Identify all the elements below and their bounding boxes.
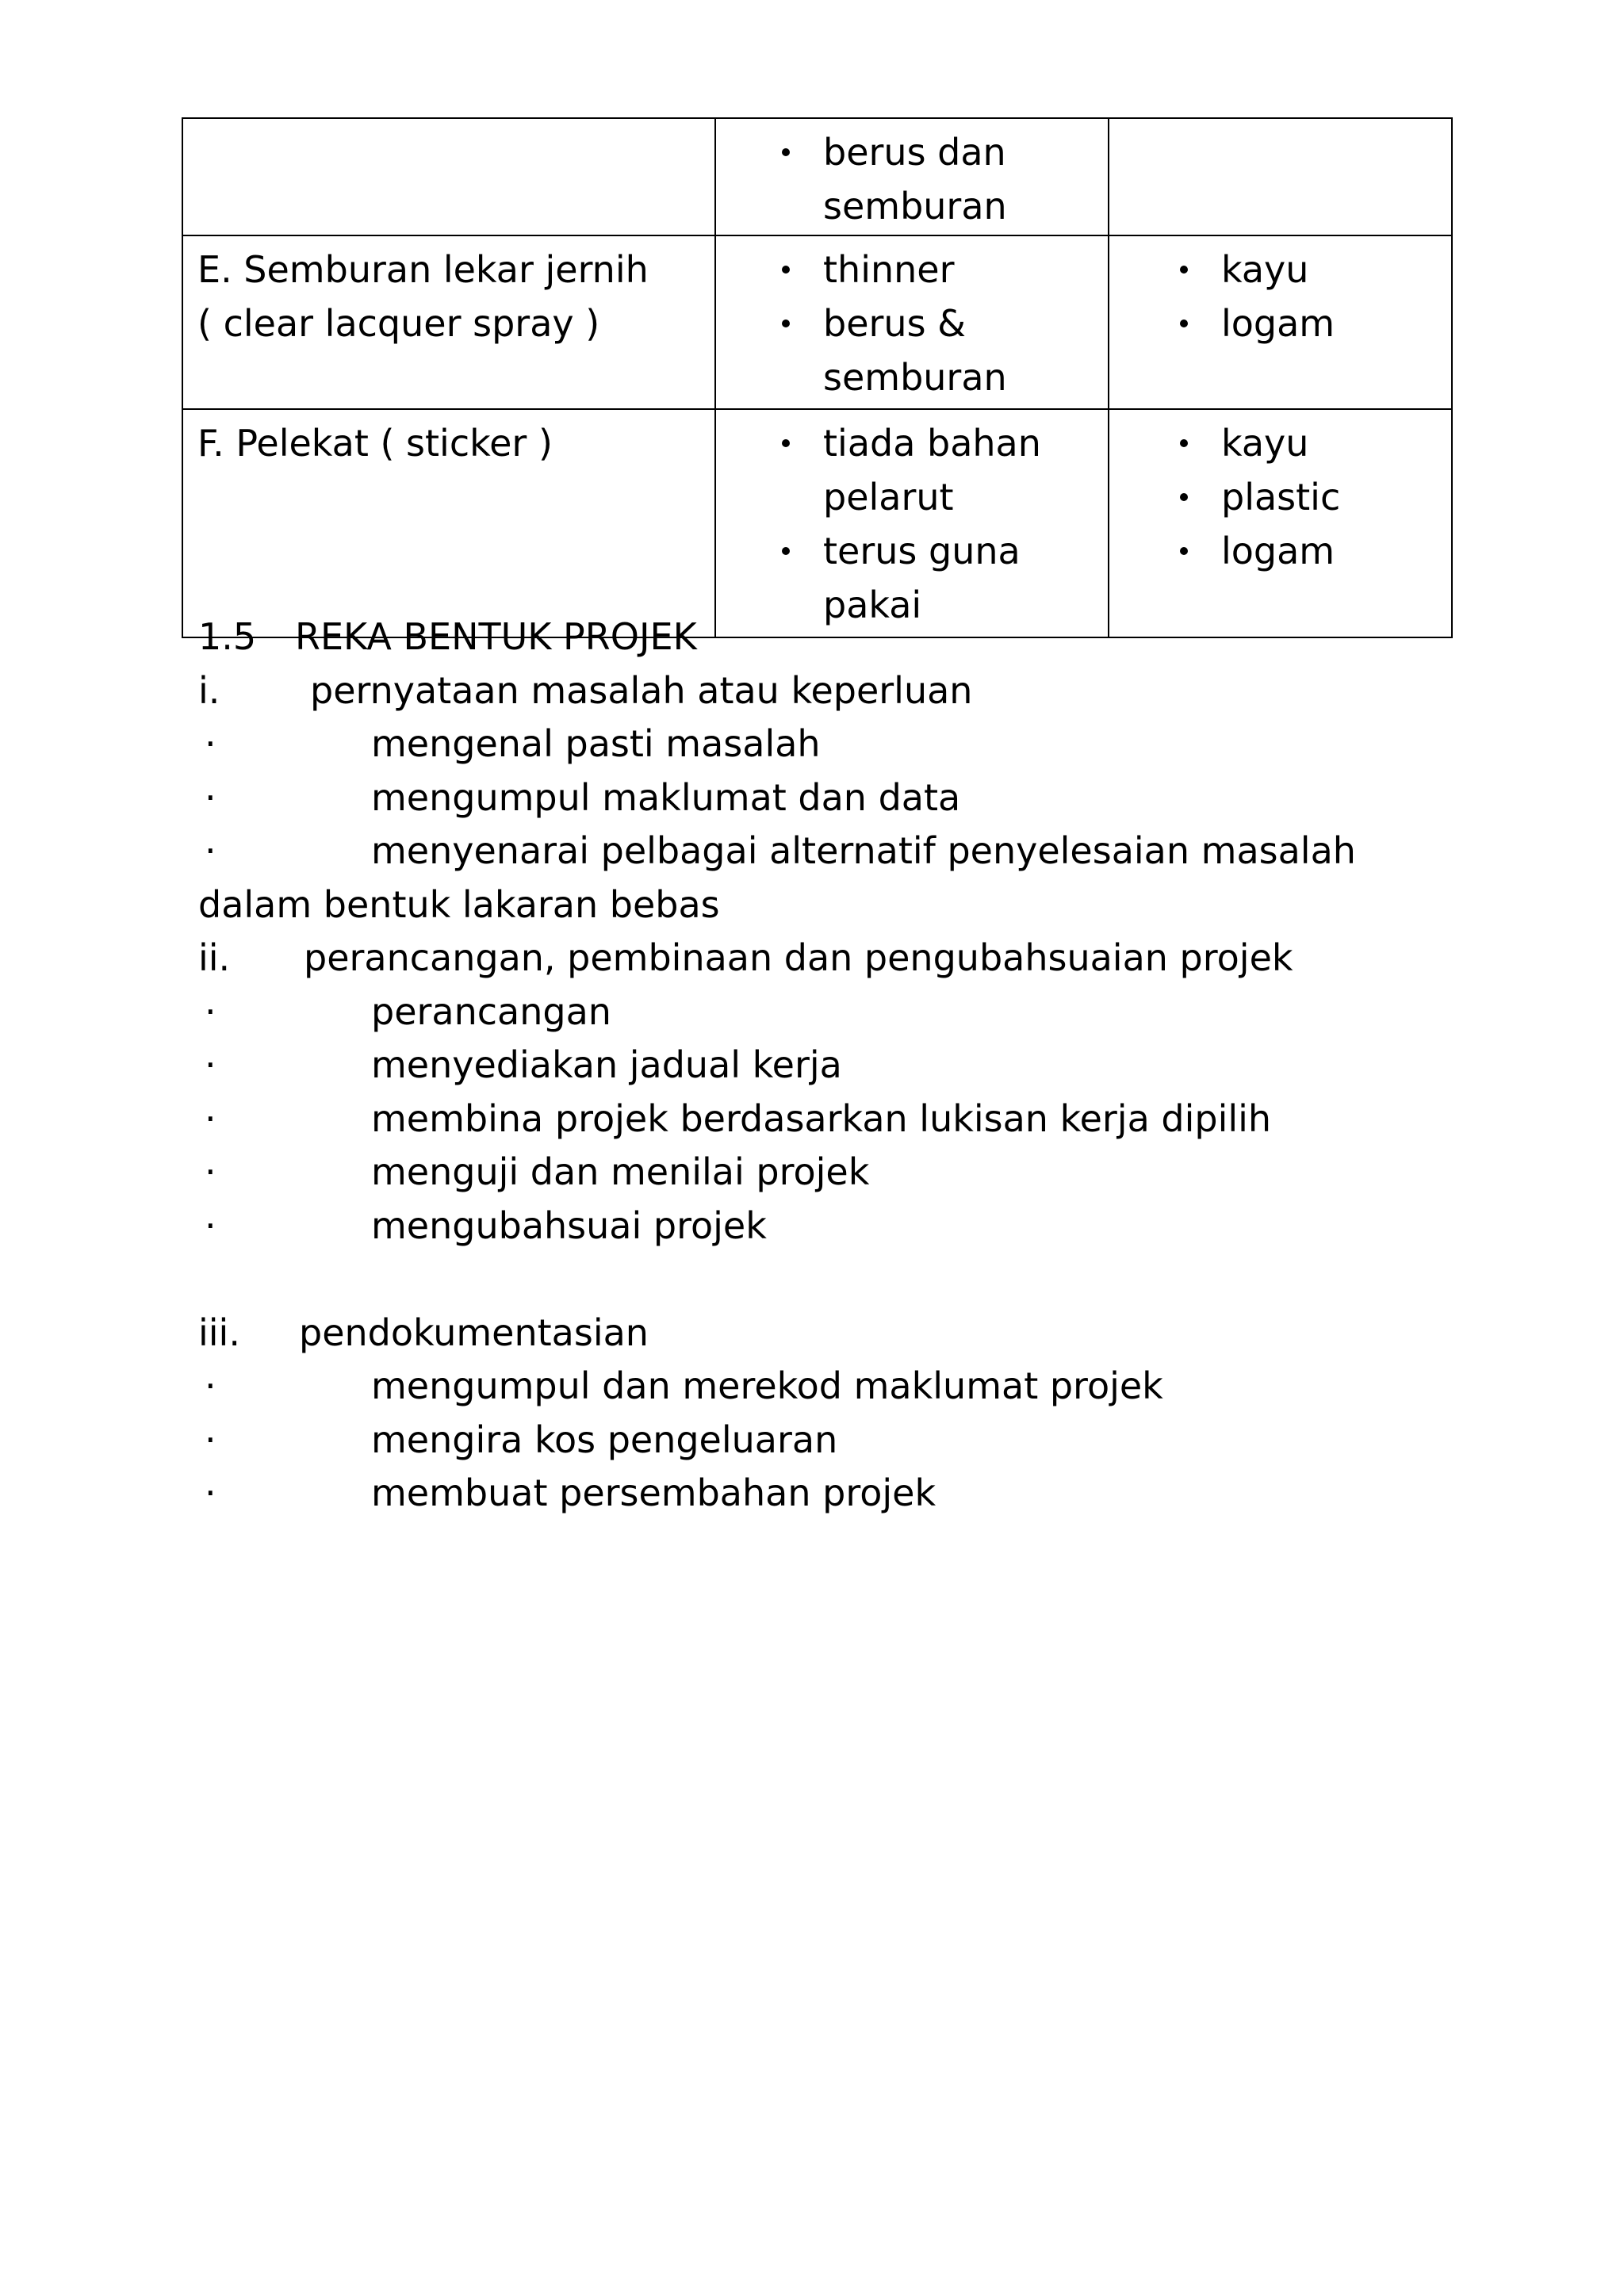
section-parts [198, 664, 1467, 1521]
project-design-section [198, 610, 1467, 1521]
bullet-text: menyenarai pelbagai alternatif penyelesaian masalah [371, 829, 1356, 872]
list-item-text: kayu [1221, 422, 1309, 465]
part-title: pendokumentasian [299, 1311, 649, 1354]
bullet-dot-icon [1180, 493, 1188, 501]
blank-line [198, 1253, 1467, 1307]
solvent-cell [715, 118, 1109, 235]
solvent-cell-list [716, 410, 1108, 633]
bullet-icon: · [205, 1150, 216, 1193]
finish-name-line: F. Pelekat ( sticker ) [197, 422, 553, 465]
bullet-line [198, 985, 1467, 1039]
bullet-icon: · [205, 829, 216, 872]
list-item-text: berus dan [823, 131, 1006, 174]
bullet-line [198, 1146, 1467, 1200]
bullet-dot-icon [1180, 266, 1188, 274]
bullet-dot-icon [1180, 320, 1188, 327]
bullet-line [198, 878, 1467, 932]
list-item-text: terus guna [823, 530, 1021, 572]
part-numeral: iii. [198, 1311, 240, 1354]
part-title: pernyataan masalah atau keperluan [310, 668, 973, 712]
bullet-icon: · [205, 1043, 216, 1086]
section-number: 1.5 [198, 615, 257, 658]
bullet-icon: · [205, 1096, 216, 1140]
section-title: REKA BENTUK PROJEK [295, 615, 697, 658]
bullet-line [198, 718, 1467, 771]
bullet-dot-icon [782, 439, 790, 447]
solvent-cell [715, 409, 1109, 637]
bullet-line [198, 825, 1467, 878]
list-item-text: logam [1221, 530, 1335, 572]
bullet-line [198, 771, 1467, 825]
bullet-text: menyediakan jadual kerja [371, 1043, 842, 1086]
list-item [716, 243, 1108, 297]
list-item-text: kayu [1221, 248, 1309, 291]
bullet-text: mengumpul maklumat dan data [371, 775, 961, 819]
table-row [182, 235, 1452, 409]
bullet-icon: · [205, 775, 216, 819]
part-numeral: i. [198, 668, 220, 712]
finish-table [182, 117, 1453, 638]
material-cell [1109, 409, 1452, 637]
bullet-text: mengira kos pengeluaran [371, 1418, 838, 1461]
material-cell [1109, 235, 1452, 409]
bullet-icon: · [205, 1471, 216, 1514]
bullet-text: mengumpul dan merekod maklumat projek [371, 1364, 1163, 1407]
finish-name-line: E. Semburan lekar jernih [197, 248, 649, 291]
part-title: perancangan, pembinaan dan pengubahsuaian projek [304, 936, 1293, 979]
bullet-continuation-text: dalam bentuk lakaran bebas [198, 882, 720, 926]
list-item [1109, 416, 1451, 470]
bullet-icon: · [205, 1364, 216, 1407]
bullet-dot-icon [1180, 547, 1188, 555]
bullet-text: mengubahsuai projek [371, 1203, 767, 1247]
bullet-line [198, 1414, 1467, 1468]
material-cell-list [1109, 410, 1451, 580]
list-item-text: plastic [1221, 476, 1341, 519]
list-item [716, 125, 1108, 233]
list-item-text: thinner [823, 248, 955, 291]
finish-name-cell [182, 409, 715, 637]
table-row [182, 118, 1452, 235]
part-heading [198, 932, 1467, 985]
bullet-dot-icon [1180, 439, 1188, 447]
list-item-text: semburan [823, 185, 1007, 228]
bullet-icon: · [205, 1203, 216, 1247]
material-cell [1109, 118, 1452, 235]
bullet-dot-icon [782, 547, 790, 555]
list-item [1109, 524, 1451, 578]
list-item [1109, 470, 1451, 524]
list-item [1109, 297, 1451, 350]
bullet-text: perancangan [371, 989, 611, 1033]
finish-name-cell [182, 118, 715, 235]
bullet-icon: · [205, 1418, 216, 1461]
finish-name-cell [182, 235, 715, 409]
solvent-cell-list [716, 236, 1108, 406]
material-cell-list [1109, 236, 1451, 352]
bullet-text: menguji dan menilai projek [371, 1150, 870, 1193]
table-row [182, 409, 1452, 637]
bullet-icon: · [205, 989, 216, 1033]
finish-name-line: ( clear lacquer spray ) [197, 302, 600, 345]
bullet-dot-icon [782, 148, 790, 156]
list-item-text: pelarut [823, 476, 954, 519]
material-cell-list [1109, 119, 1451, 127]
bullet-line [198, 1200, 1467, 1253]
list-item-text: berus & [823, 302, 967, 345]
bullet-dot-icon [782, 320, 790, 327]
section-heading [198, 610, 1467, 664]
bullet-line [198, 1039, 1467, 1093]
list-item [716, 297, 1108, 404]
bullet-text: membina projek berdasarkan lukisan kerja dipilih [371, 1096, 1272, 1140]
bullet-text: mengenal pasti masalah [371, 722, 821, 765]
solvent-cell-list [716, 119, 1108, 235]
finish-table-body [182, 118, 1452, 637]
part-heading [198, 1307, 1467, 1360]
bullet-text: membuat persembahan projek [371, 1471, 936, 1514]
bullet-line [198, 1093, 1467, 1146]
part-heading [198, 664, 1467, 718]
list-item-text: logam [1221, 302, 1335, 345]
bullet-icon: · [205, 722, 216, 765]
solvent-cell [715, 235, 1109, 409]
list-item-text: semburan [823, 356, 1007, 399]
list-item-text: tiada bahan [823, 422, 1041, 465]
list-item [1109, 243, 1451, 297]
bullet-dot-icon [782, 266, 790, 274]
list-item [716, 416, 1108, 524]
bullet-line [198, 1360, 1467, 1414]
bullet-line [198, 1467, 1467, 1521]
part-numeral: ii. [198, 936, 231, 979]
list-item-text: pakai [823, 584, 922, 626]
